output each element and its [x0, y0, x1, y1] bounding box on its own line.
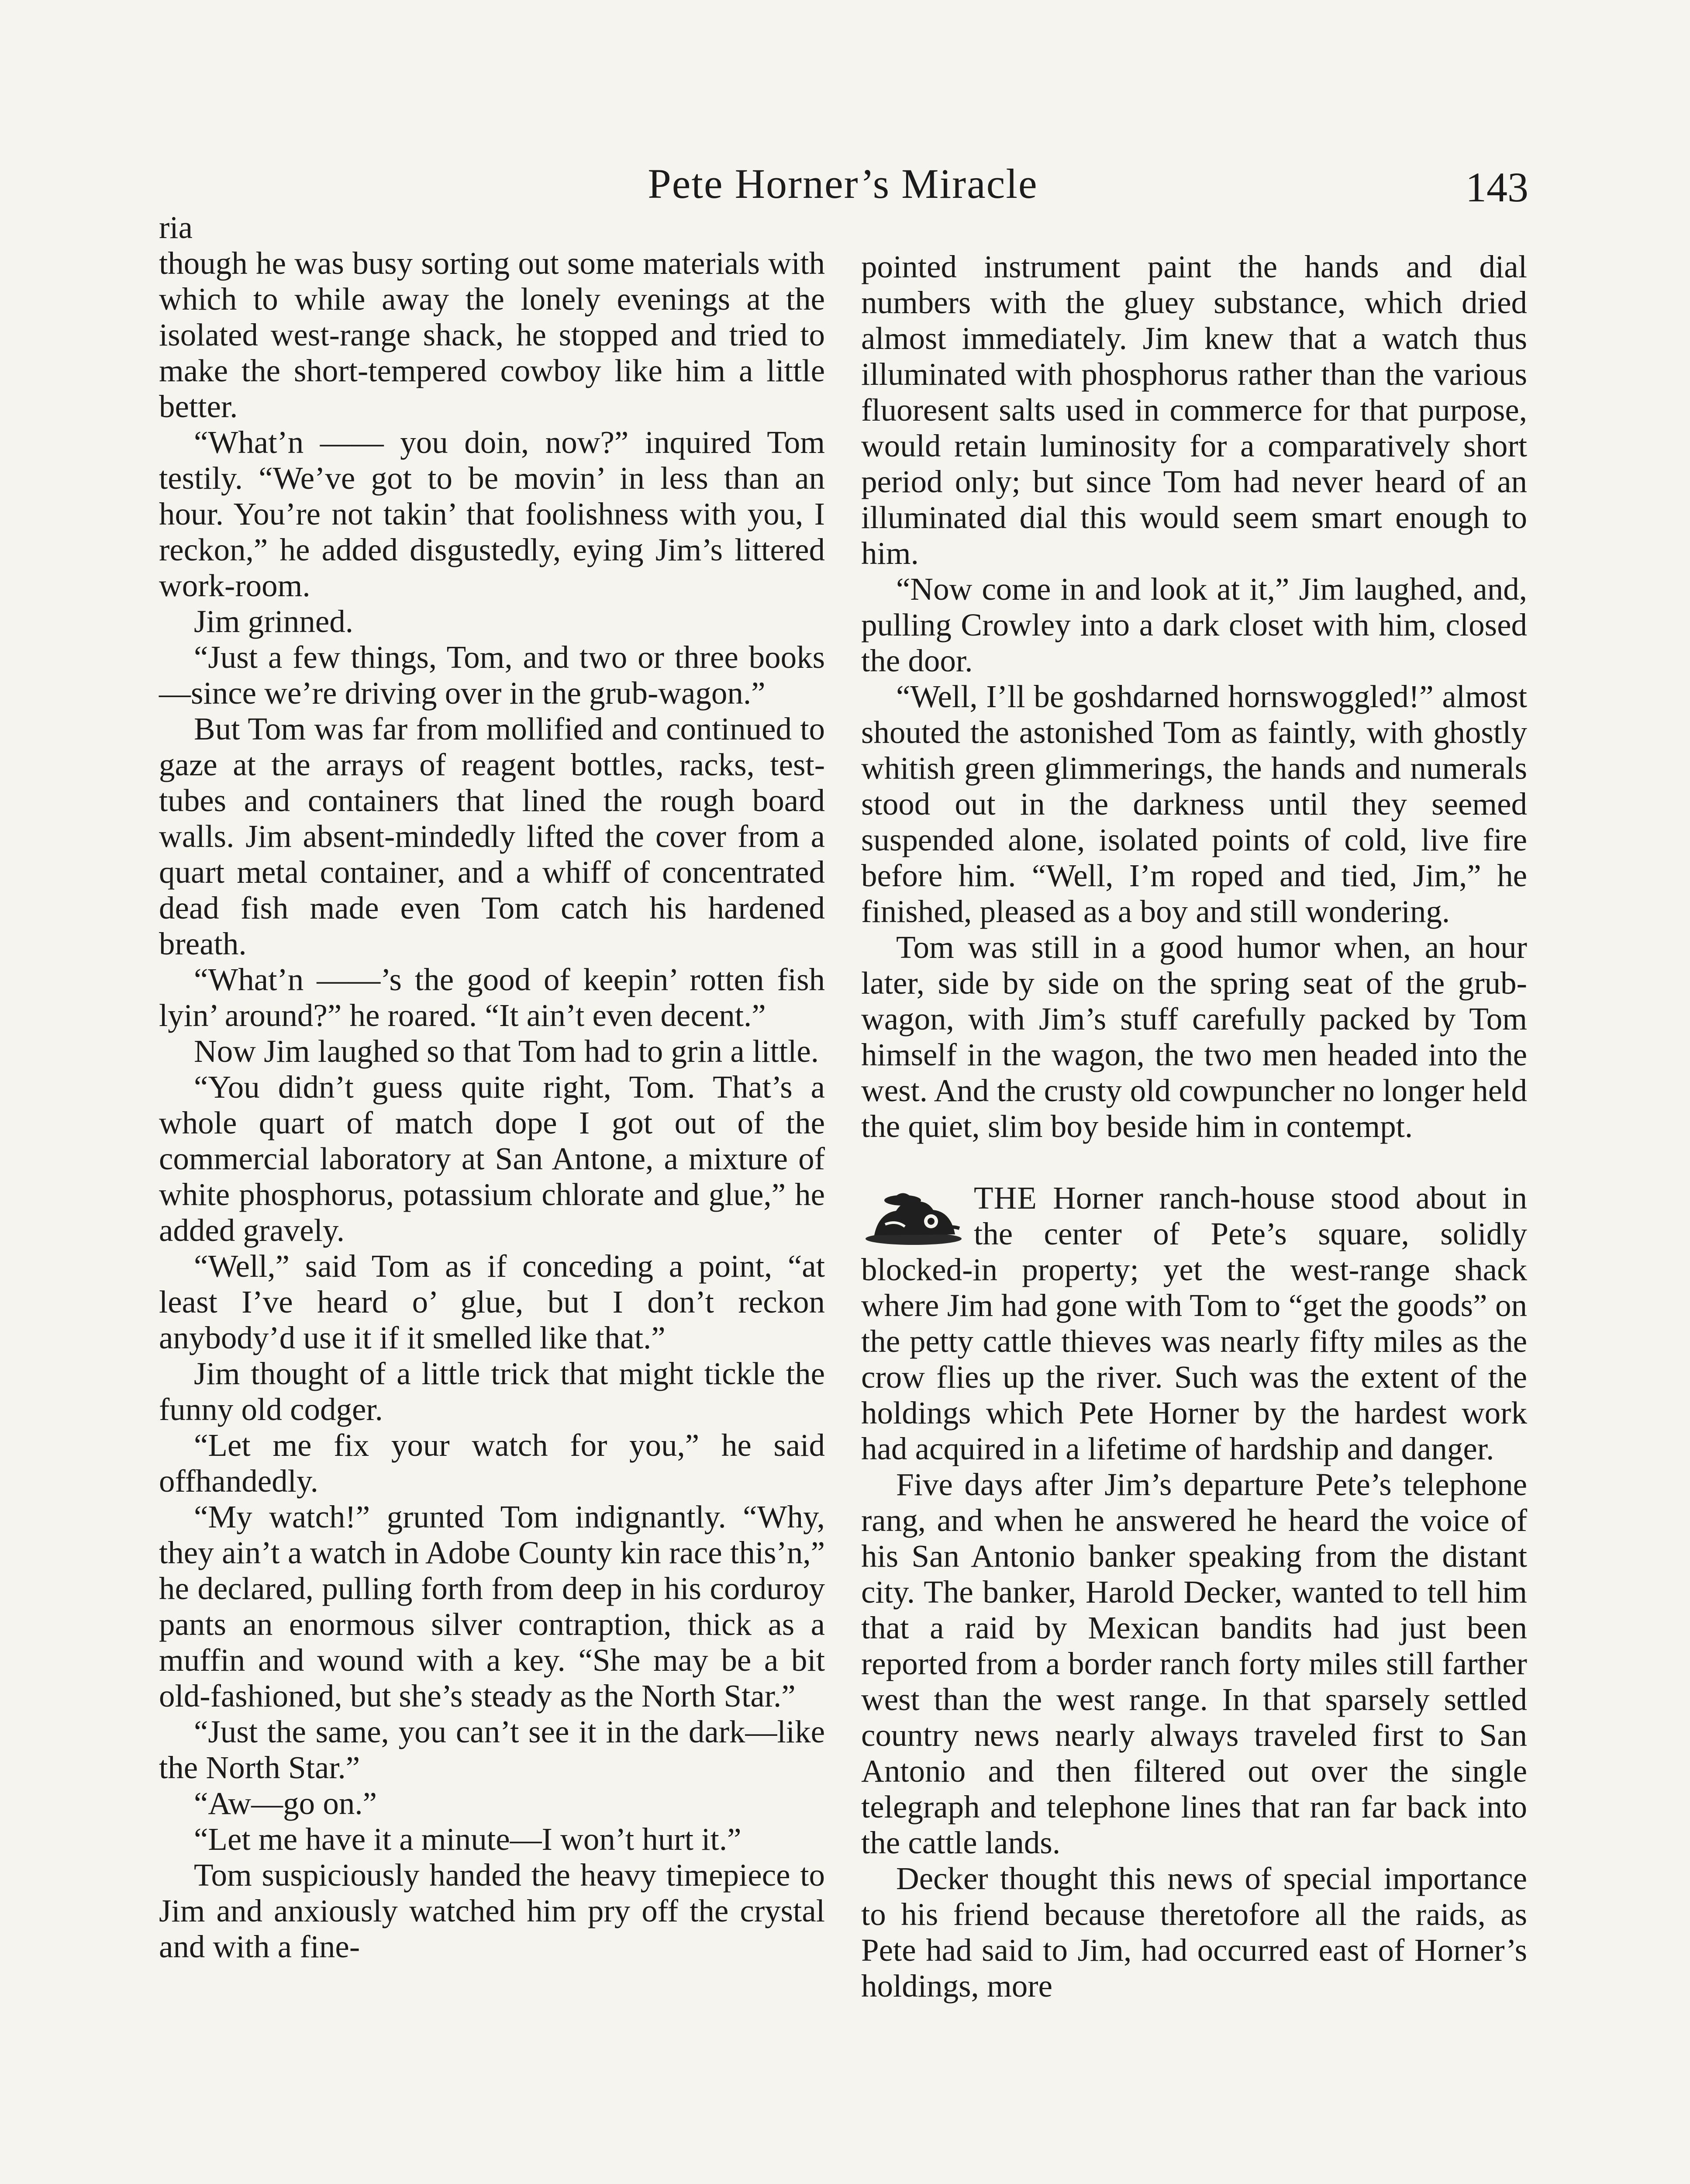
paragraph: Now Jim laughed so that Tom had to grin a little.	[194, 1033, 819, 1069]
paragraph: “Just the same, you can’t see it in the dark—like the North Star.”	[159, 1714, 825, 1785]
paragraph: “Well, I’ll be goshdarned hornswoggled!” almost shouted the astonished Tom as faintly, with ghostly whitish green glimmerings, the hands and numerals stood out in the darkness until they seemed suspended alone, isolated points of cold, live fire before him. “Well, I’m roped and tied, Jim,” he finished, pleased as a boy and still wondering.	[861, 679, 1527, 929]
paragraph: pointed instrument paint the hands and dial numbers with the gluey substance, which dried almost immediately. Jim knew that a watch thus illuminated with phosphorus rather than the various fluoresent salts used in commerce for that purpose, would retain luminosity for a comparatively short period only; but since Tom had never heard of an illuminated dial this would seem smart enough to him.	[861, 249, 1527, 571]
paragraph: “Let me fix your watch for you,” he said offhandedly.	[159, 1427, 825, 1499]
section-paragraph-body: Horner ranch-house stood about in the center of Pete’s square, solidly blocked-in property; yet the west-range shack where Jim had gone with Tom to “get the goods” on the petty cattle thieves was nearly fifty miles as the crow flies up the river. Such was the extent of the holdings which Pete Horner by the hardest work had acquired in a lifetime of hardship and danger.	[861, 1180, 1527, 1466]
cowboy-vignette-icon	[861, 1183, 966, 1248]
paragraph: Tom suspiciously handed the heavy timepiece to Jim and anxiously watched him pry off the crystal and with a fine-	[159, 1857, 825, 1964]
paragraph: “Now come in and look at it,” Jim laughed, and, pulling Crowley into a dark closet with him, closed the door.	[861, 571, 1527, 678]
paragraph: though he was busy sorting out some materials with which to while away the lonely evenings at the isolated west-range shack, he stopped and tried to make the short-tempered cowboy like him a little better.	[159, 245, 825, 424]
page-number: 143	[1466, 164, 1528, 211]
paragraph: “You didn’t guess quite right, Tom. That’s a whole quart of match dope I got out of the commercial laboratory at San Antone, a mixture of white phosphorus, potassium chlorate and glue,” he added gravely.	[159, 1069, 825, 1248]
paragraph: Jim grinned.	[194, 604, 353, 639]
paragraph: “My watch!” grunted Tom indignantly. “Why, they ain’t a watch in Adobe County kin race this’n,” he declared, pulling forth from deep in his corduroy pants an enormous silver contraption, thick as a muffin and wound with a key. “She may be a bit old-fashioned, but she’s steady as the North Star.”	[159, 1499, 825, 1714]
paragraph: Five days after Jim’s departure Pete’s telephone rang, and when he answered he heard the voice of his San Antonio banker speaking from the distant city. The banker, Harold Decker, wanted to tell him that a raid by Mexican bandits had just been reported from a border ranch forty miles still farther west than the west range. In that sparsely settled country news nearly always traveled first to San Antonio and then filtered out over the single telegraph and telephone lines that ran far back into the cattle lands.	[861, 1467, 1527, 1860]
paragraph: “What’n —— you doin, now?” inquired Tom testily. “We’ve got to be movin’ in less than an hour. You’re not takin’ that foolishness with you, I reckon,” he added disgustedly, eying Jim’s littered work-room.	[159, 425, 825, 603]
section-break	[861, 1144, 1527, 1180]
paragraph: But Tom was far from mollified and continued to gaze at the arrays of reagent bottles, racks, test-tubes and containers that lined the rough board walls. Jim absent-mindedly lifted the cover from a quart metal container, and a whiff of concentrated dead fish made even Tom catch his hardened breath.	[159, 711, 825, 961]
running-head	[157, 155, 1528, 212]
paragraph: Tom was still in a good humor when, an hour later, side by side on the spring seat of the grub-wagon, with Jim’s stuff carefully packed by Tom himself in the wagon, the two men headed into the west. And the crusty old cowpuncher no longer held the quiet, slim boy beside him in contempt.	[861, 930, 1527, 1144]
paragraph: “Let me have it a minute—I won’t hurt it.”	[194, 1821, 742, 1857]
right-column	[861, 249, 1527, 2004]
paragraph: “Aw—go on.”	[194, 1786, 377, 1821]
paragraph: “Just a few things, Tom, and two or three books—since we’re driving over in the grub-wagon.”	[159, 639, 825, 711]
stray-text: ria	[159, 210, 193, 245]
left-column	[159, 210, 825, 1965]
paragraph: Decker thought this news of special importance to his friend because theretofore all the raids, as Pete had said to Jim, had occurred east of Horner’s holdings, more	[861, 1861, 1527, 2004]
section-opener: THE	[974, 1180, 1037, 1216]
paragraph: “What’n ——’s the good of keepin’ rotten fish lyin’ around?” he roared. “It ain’t even decent.”	[159, 962, 825, 1033]
section-opening-paragraph	[861, 1180, 1527, 1467]
paragraph: “Well,” said Tom as if conceding a point, “at least I’ve heard o’ glue, but I don’t reckon anybody’d use it if it smelled like that.”	[159, 1248, 825, 1355]
paragraph: Jim thought of a little trick that might tickle the funny old codger.	[159, 1356, 825, 1427]
page-title: Pete Horner’s Miracle	[648, 160, 1038, 207]
